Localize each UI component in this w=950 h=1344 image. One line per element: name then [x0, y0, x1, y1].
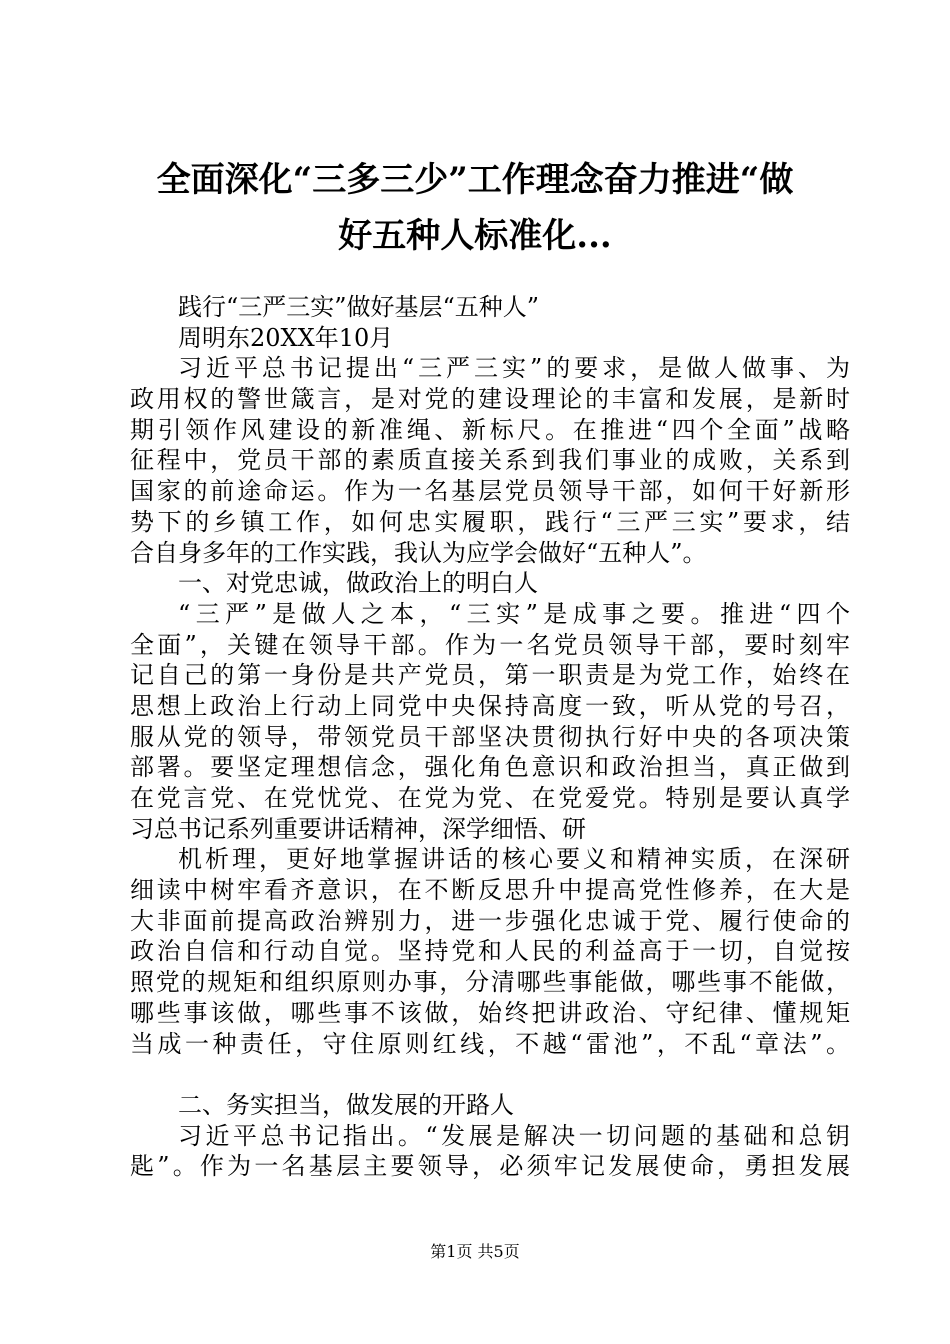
paragraph-line: 大非面前提高政治辨别力，进一步强化忠诚于党、履行使命的 [130, 906, 850, 935]
blank-line [130, 1059, 850, 1090]
paragraph-line: 哪些事该做，哪些事不该做，始终把讲政治、守纪律、懂规矩 [130, 998, 850, 1027]
section-heading: 二、务实担当，做发展的开路人 [178, 1090, 514, 1119]
document-title-line-1: 全面深化“三多三少”工作理念奋力推进“做 [156, 160, 794, 200]
section-heading: 一、对党忠诚，做政治上的明白人 [178, 569, 538, 598]
paragraph-line: 照党的规矩和组织原则办事，分清哪些事能做，哪些事不能做， [130, 968, 850, 997]
paragraph-line: 习近平总书记指出。“发展是解决一切问题的基础和总钥 [178, 1121, 850, 1150]
paragraph-line: 细读中树牢看齐意识，在不断反思升中提高党性修养，在大是 [130, 876, 850, 905]
author-date: 周明东20XX年10月 [178, 323, 394, 352]
paragraph-line: 习总书记系列重要讲话精神，深学细悟、研 [130, 814, 586, 843]
paragraph-line: 习近平总书记提出“三严三实”的要求，是做人做事、为 [178, 354, 850, 383]
paragraph-line: 部署。要坚定理想信念，强化角色意识和政治担当，真正做到 [130, 753, 850, 782]
paragraph-line: 势下的乡镇工作，如何忠实履职，践行“三严三实”要求，结 [130, 507, 850, 536]
paragraph-line: 征程中，党员干部的素质直接关系到我们事业的成败，关系到 [130, 446, 850, 475]
paragraph-line: 国家的前途命运。作为一名基层党员领导干部，如何干好新形 [130, 477, 850, 506]
paragraph-line: 思想上政治上行动上同党中央保持高度一致，听从党的号召， [130, 691, 850, 720]
paragraph-line: 匙”。作为一名基层主要领导，必须牢记发展使命，勇担发展 [130, 1152, 850, 1181]
paragraph-line: 政用权的警世箴言，是对党的建设理论的丰富和发展，是新时 [130, 385, 850, 414]
paragraph-line: 在党言党、在党忧党、在党为党、在党爱党。特别是要认真学 [130, 784, 850, 812]
paragraph-line: 当成一种责任，守住原则红线，不越“雷池”，不乱“章法”。 [130, 1029, 850, 1058]
paragraph-line: 期引领作风建设的新准绳、新标尺。在推进“四个全面”战略 [130, 415, 850, 444]
paragraph-line: 合自身多年的工作实践，我认为应学会做好“五种人”。 [130, 538, 707, 567]
page-footer: 第1页 共5页 [430, 1242, 520, 1261]
paragraph-line: 记自己的第一身份是共产党员，第一职责是为党工作，始终在 [130, 661, 850, 690]
paragraph-line: 政治自信和行动自觉。坚持党和人民的利益高于一切，自觉按 [130, 937, 850, 966]
paragraph-line: 机析理，更好地掌握讲话的核心要义和精神实质，在深研 [178, 845, 850, 874]
document-title-line-2: 好五种人标准化... [338, 216, 612, 256]
paragraph-line: “三严”是做人之本，“三实”是成事之要。推进“四个 [178, 599, 850, 628]
paragraph-line: 全面”，关键在领导干部。作为一名党员领导干部，要时刻牢 [130, 630, 850, 659]
paragraph-line: 服从党的领导，带领党员干部坚决贯彻执行好中央的各项决策 [130, 722, 850, 751]
subtitle: 践行“三严三实”做好基层“五种人” [178, 293, 540, 321]
document-body [130, 292, 850, 1182]
